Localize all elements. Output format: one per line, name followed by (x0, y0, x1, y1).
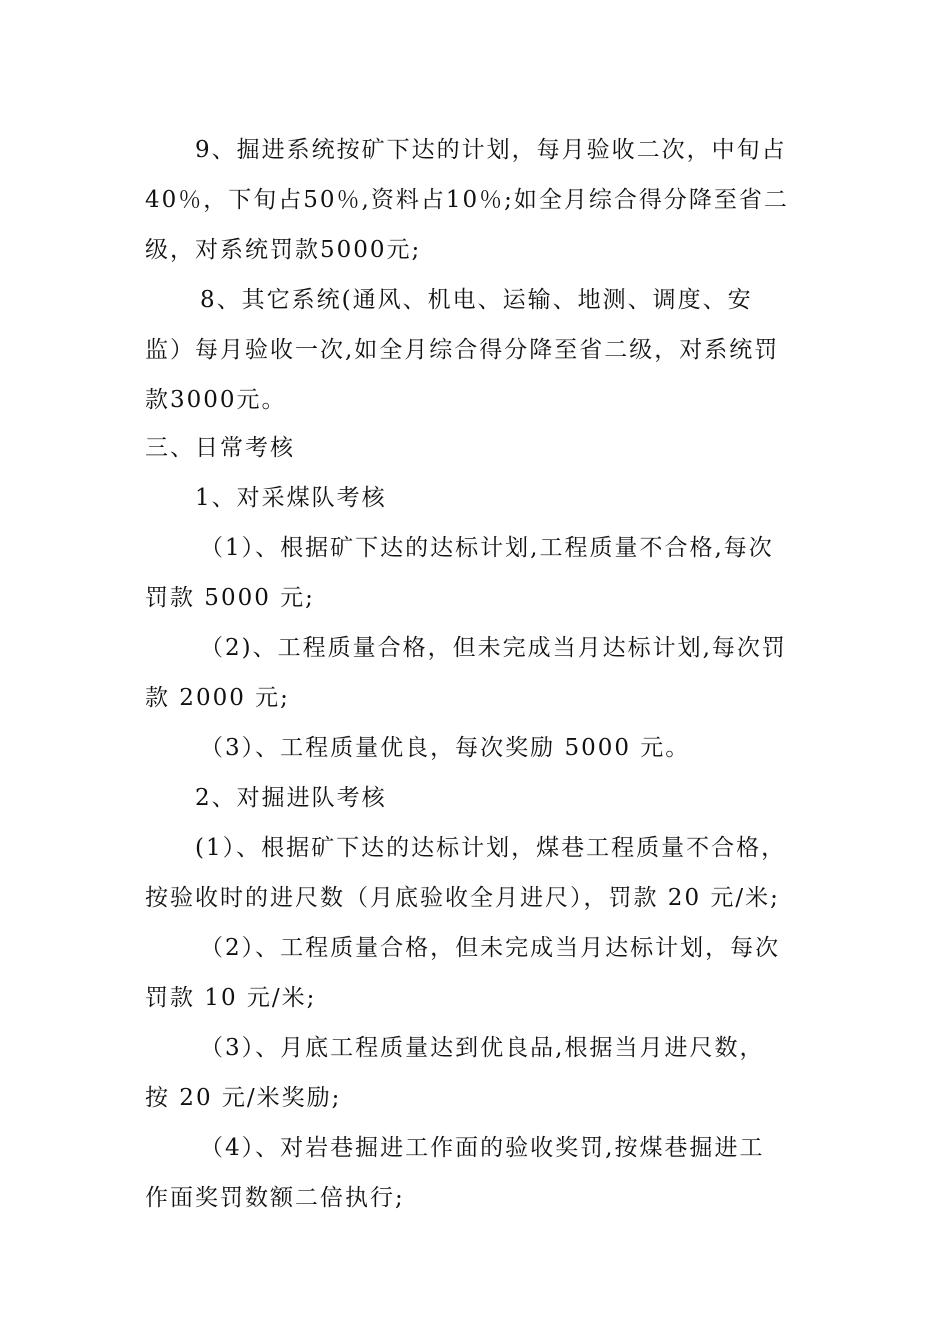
subheading-tunneling-team: 2、对掘进队考核 (195, 785, 387, 811)
paragraph-9-line-1: 9、掘进系统按矿下达的计划，每月验收二次，中旬占 (195, 137, 787, 163)
mining-item-2-line-1: （2)、工程质量合格，但未完成当月达标计划,每次罚 (200, 635, 787, 661)
paragraph-9-line-3: 级，对系统罚款5000元; (145, 237, 422, 263)
subheading-coal-mining-team: 1、对采煤队考核 (195, 485, 387, 511)
tunneling-item-2-line-2: 罚款 10 元/米; (145, 985, 317, 1011)
paragraph-9-line-2: 40％，下旬占50％,资料占10％;如全月综合得分降至省二 (145, 187, 789, 213)
paragraph-8-line-2: 监）每月验收一次,如全月综合得分降至省二级，对系统罚 (145, 337, 780, 363)
mining-item-3: （3）、工程质量优良，每次奖励 5000 元。 (200, 735, 691, 761)
tunneling-item-4-line-2: 作面奖罚数额二倍执行; (145, 1185, 405, 1211)
mining-item-1-line-1: （1）、根据矿下达的达标计划,工程质量不合格,每次 (200, 535, 774, 561)
tunneling-item-3-line-1: （3）、月底工程质量达到优良品,根据当月进尺数， (200, 1035, 765, 1061)
tunneling-item-3-line-2: 按 20 元/米奖励; (145, 1085, 342, 1111)
tunneling-item-1-line-2: 按验收时的进尺数（月底验收全月进尺），罚款 20 元/米; (145, 885, 780, 911)
paragraph-8-line-1: 8、其它系统(通风、机电、运输、地测、调度、安 (200, 287, 753, 313)
tunneling-item-4-line-1: （4）、对岩巷掘进工作面的验收奖罚,按煤巷掘进工 (200, 1135, 765, 1161)
section-heading-daily-assessment: 三、日常考核 (145, 435, 295, 461)
tunneling-item-1-line-1: (1）、根据矿下达的达标计划，煤巷工程质量不合格， (195, 835, 787, 861)
tunneling-item-2-line-1: （2）、工程质量合格，但未完成当月达标计划，每次 (200, 935, 781, 961)
mining-item-2-line-2: 款 2000 元; (145, 685, 290, 711)
mining-item-1-line-2: 罚款 5000 元; (145, 585, 315, 611)
paragraph-8-line-3: 款3000元。 (145, 387, 287, 413)
